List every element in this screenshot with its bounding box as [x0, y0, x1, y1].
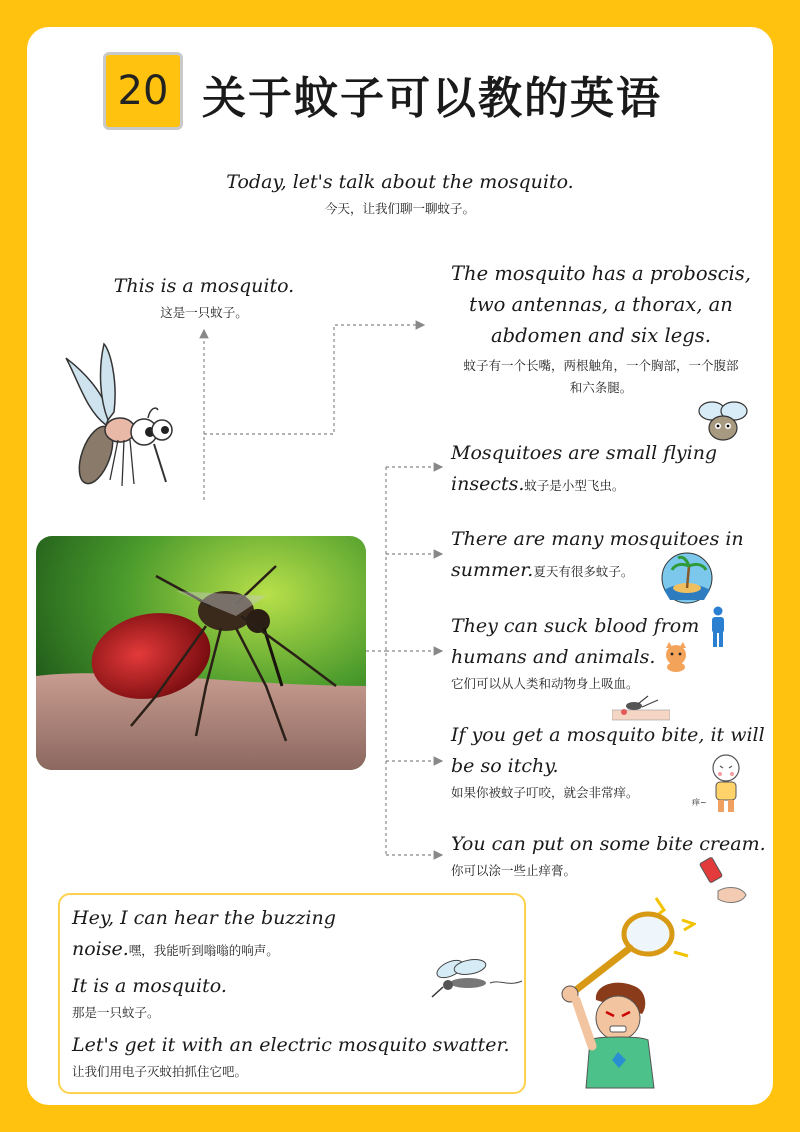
dialogue-line3-en: Let's get it with an electric mosquito swatter. [72, 1034, 510, 1056]
left-en: This is a mosquito. [113, 275, 295, 297]
fact-2-en-2: summer. [451, 559, 534, 581]
anatomy-zh-2: 和六条腿。 [569, 380, 633, 395]
anatomy-en-1: The mosquito has a proboscis, [451, 262, 751, 285]
fact-1-zh: 蚊子是小型飞虫。 [524, 478, 625, 493]
left-caption [90, 271, 318, 324]
person-icon [708, 606, 728, 648]
dialogue-line2-zh: 那是一只蚊子。 [72, 1005, 160, 1020]
anatomy-block [426, 258, 776, 399]
fact-4-en-1: If you get a mosquito bite, it will [451, 724, 765, 746]
lesson-number: 20 [117, 68, 169, 114]
fact-2-en-1: There are many mosquitoes in [451, 528, 744, 550]
cream-icon [698, 855, 748, 909]
swatter-boy-icon [556, 890, 696, 1090]
fact-5-en-1: You can put on some bite cream. [451, 833, 766, 855]
fact-4-en-2: be so itchy. [451, 755, 559, 777]
dialogue-line3-zh: 让我们用电子灭蚊拍抓住它吧。 [72, 1064, 248, 1079]
fact-3-en-1: They can suck blood from [451, 615, 700, 637]
fact-1-en-1: Mosquitoes are small flying [451, 442, 718, 464]
intro-zh: 今天，让我们聊一聊蚊子。 [324, 201, 475, 216]
cartoon-mosquito-icon [58, 340, 178, 500]
dialogue-line2-en: It is a mosquito. [72, 975, 227, 997]
dialogue-line1-en-2: noise. [72, 938, 129, 960]
flying-mosquito-icon [428, 955, 526, 1005]
fact-5-zh: 你可以涂一些止痒膏。 [451, 863, 577, 878]
dialogue-line1-zh: 嘿，我能听到嗡嗡的响声。 [128, 943, 279, 958]
itch-label: 痒~ [692, 798, 707, 807]
fact-2 [451, 524, 771, 586]
fact-1 [451, 438, 771, 500]
fact-4-zh: 如果你被蚊子叮咬，就会非常痒。 [451, 785, 639, 800]
lesson-number-badge [103, 52, 183, 130]
left-zh: 这是一只蚊子。 [160, 305, 248, 320]
island-icon [660, 552, 714, 604]
intro-block [150, 167, 650, 220]
mosquito-photo [36, 536, 366, 770]
anatomy-zh-1: 蚊子有一个长嘴，两根触角，一个胸部，一个腹部 [463, 358, 739, 373]
intro-en: Today, let's talk about the mosquito. [226, 171, 574, 193]
page-title: 关于蚊子可以教的英语 [202, 73, 662, 124]
fact-3-zh: 它们可以从人类和动物身上吸血。 [451, 676, 639, 691]
fact-2-zh: 夏天有很多蚊子。 [533, 564, 634, 579]
anatomy-en-3: abdomen and six legs. [491, 324, 711, 347]
dialogue-line1-en-1: Hey, I can hear the buzzing [72, 907, 336, 929]
fact-1-en-2: insects. [451, 473, 525, 495]
fact-3-en-2: humans and animals. [451, 646, 656, 668]
anatomy-en-2: two antennas, a thorax, an [469, 293, 733, 316]
cat-icon [660, 640, 692, 672]
mosquito-bite-icon [612, 692, 670, 722]
